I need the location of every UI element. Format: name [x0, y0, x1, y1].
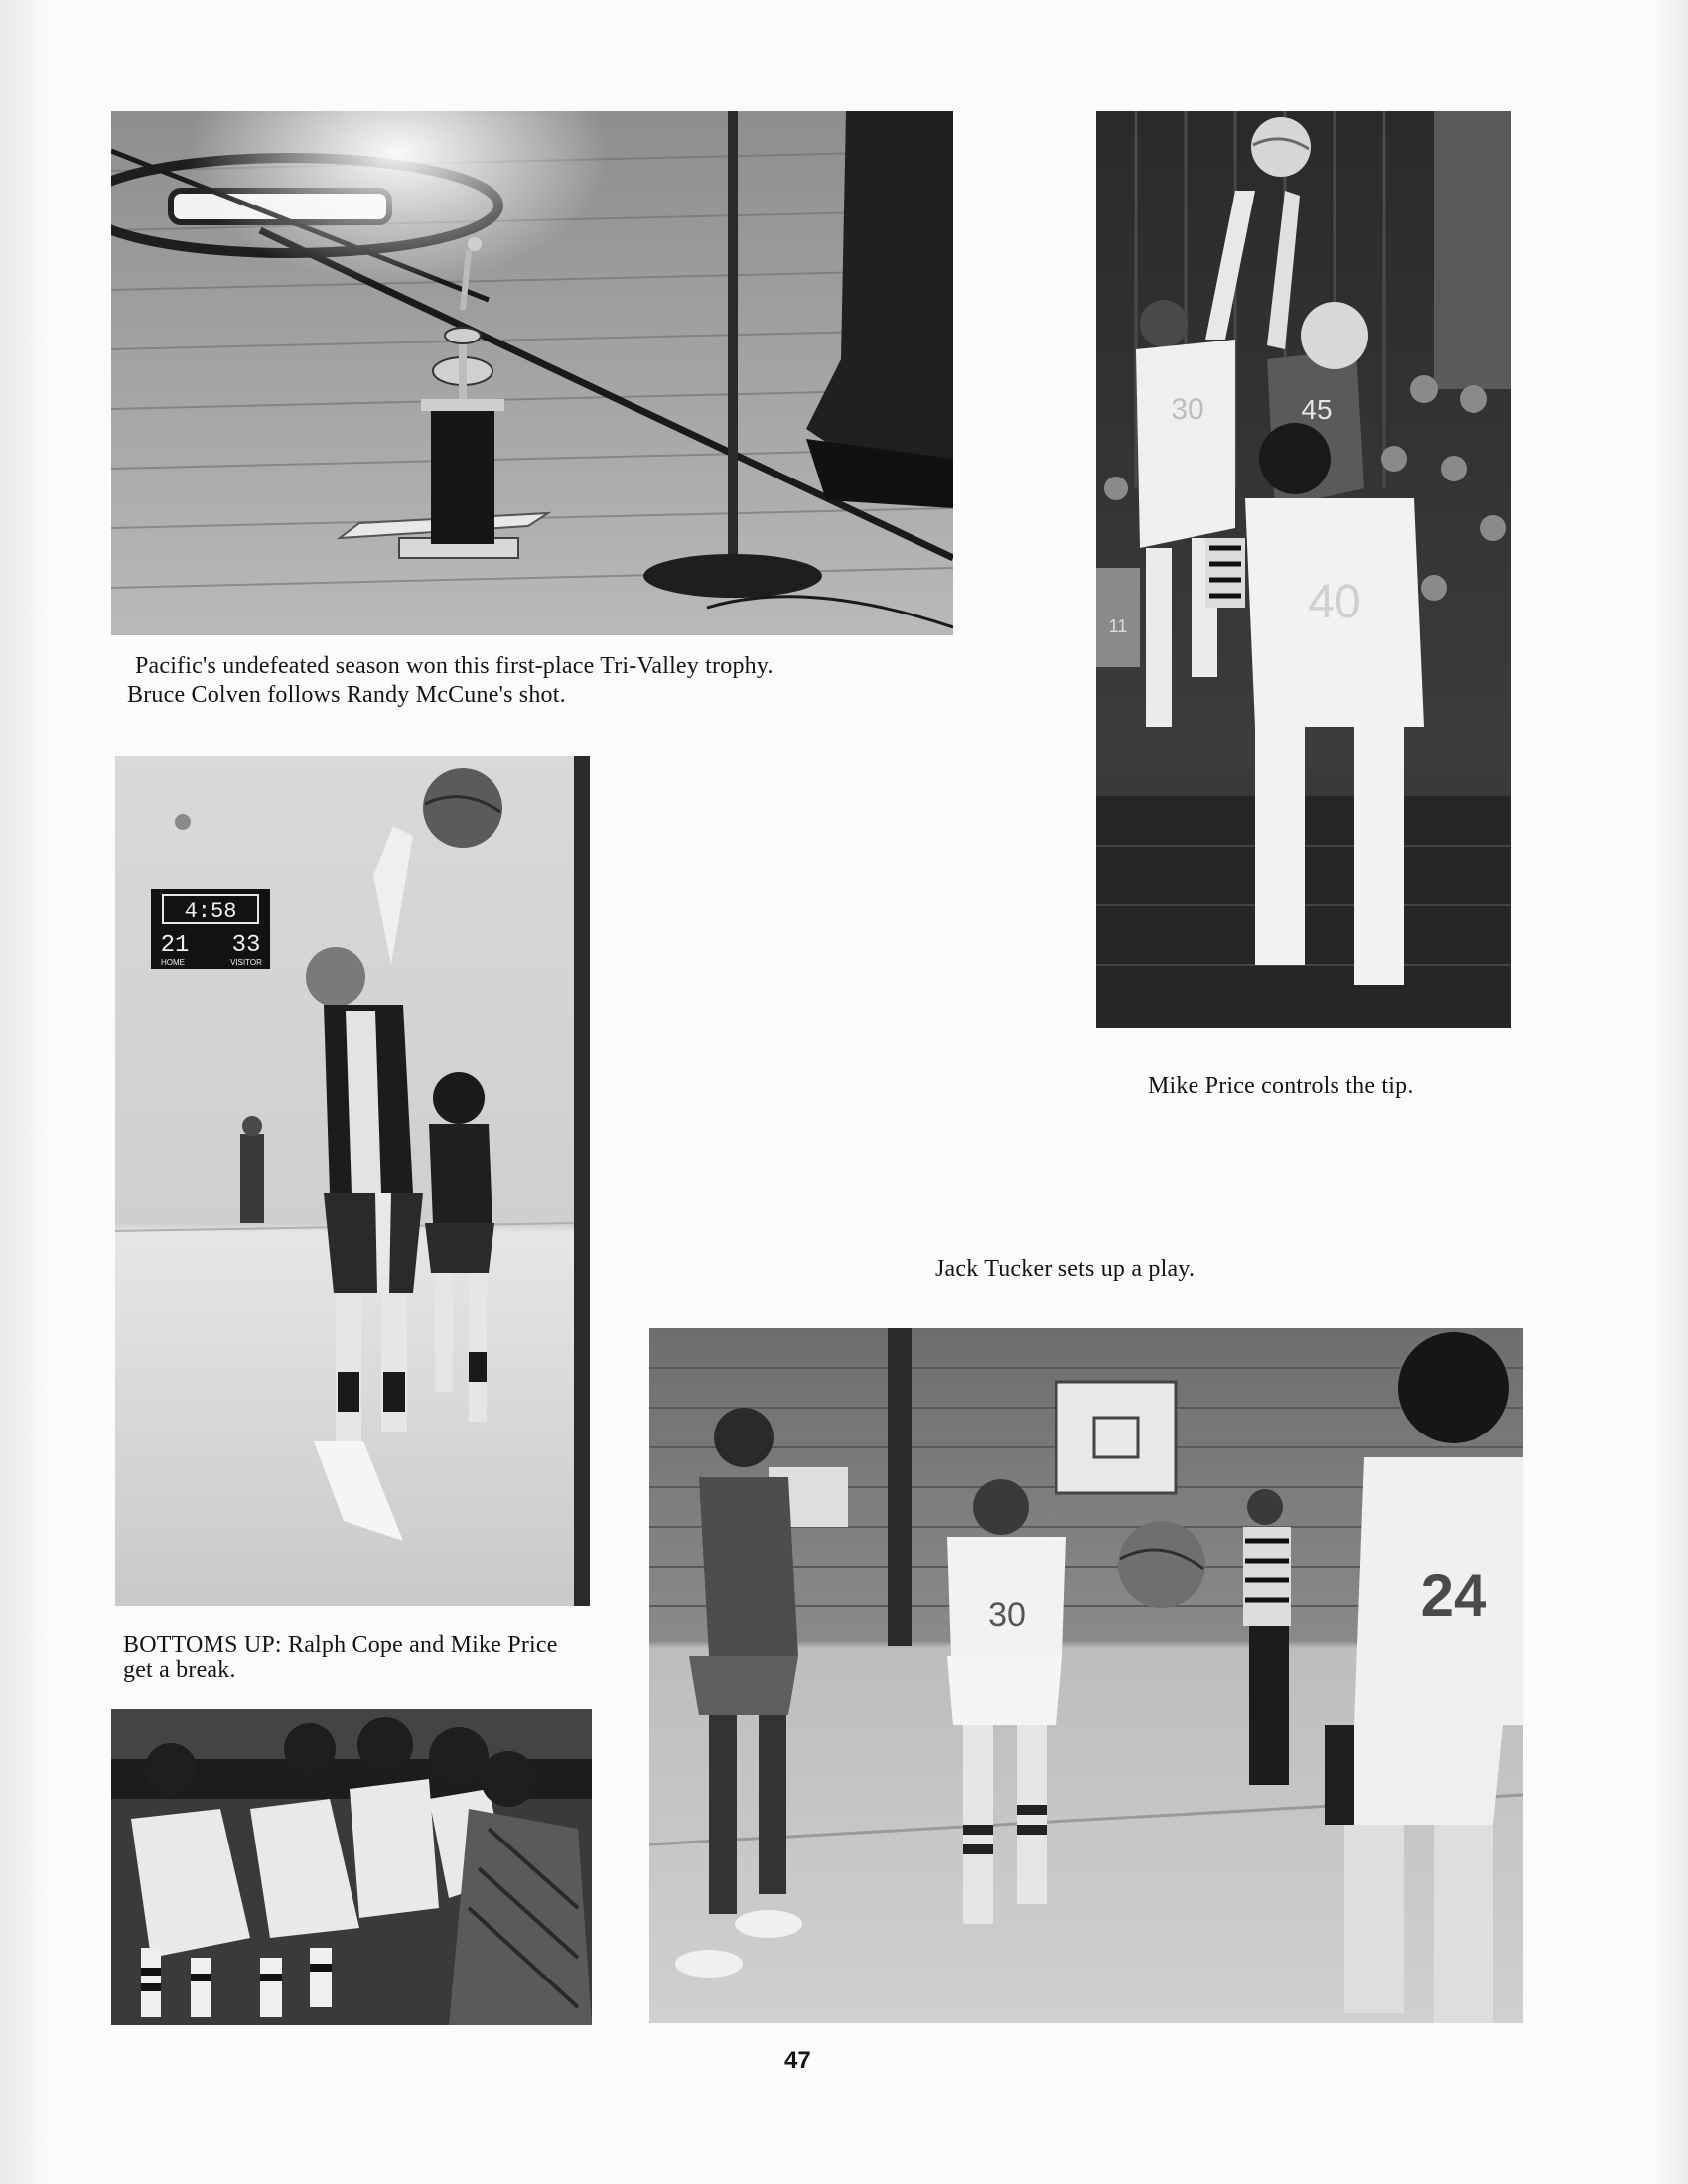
scoreboard-visitor-label: VISITOR — [230, 958, 262, 967]
scoreboard-visitor: 33 — [231, 932, 261, 959]
play-jersey-24: 24 — [1420, 1563, 1487, 1629]
tip-jersey-40: 40 — [1308, 576, 1361, 628]
scoreboard-home-label: HOME — [161, 958, 185, 967]
scoreboard-home: 21 — [160, 932, 190, 959]
scan-shadow-right — [1652, 0, 1688, 2184]
bench-caption: BOTTOMS UP: Ralph Cope and Mike Price get a break. — [123, 1632, 558, 1683]
page-number: 47 — [784, 2047, 811, 2074]
tip-jersey-11: 11 — [1108, 616, 1128, 636]
trophy-caption: Pacific's undefeated season won this first-place Tri-Valley trophy. — [135, 653, 774, 679]
play-photo — [649, 1328, 1523, 2023]
tip-off-photo — [1096, 111, 1511, 1028]
shot-caption: Bruce Colven follows Randy McCune's shot. — [127, 682, 566, 708]
jump-shot-photo — [115, 756, 590, 1606]
bench-photo — [111, 1709, 592, 2025]
tip-caption: Mike Price controls the tip. — [1148, 1073, 1414, 1099]
tip-jersey-45: 45 — [1301, 394, 1333, 425]
tip-jersey-30: 30 — [1171, 393, 1204, 426]
trophy-photo — [111, 111, 953, 635]
play-caption: Jack Tucker sets up a play. — [935, 1256, 1196, 1282]
play-jersey-30: 30 — [988, 1596, 1026, 1634]
scan-shadow-left — [0, 0, 52, 2184]
scoreboard-clock: 4:58 — [184, 899, 237, 924]
